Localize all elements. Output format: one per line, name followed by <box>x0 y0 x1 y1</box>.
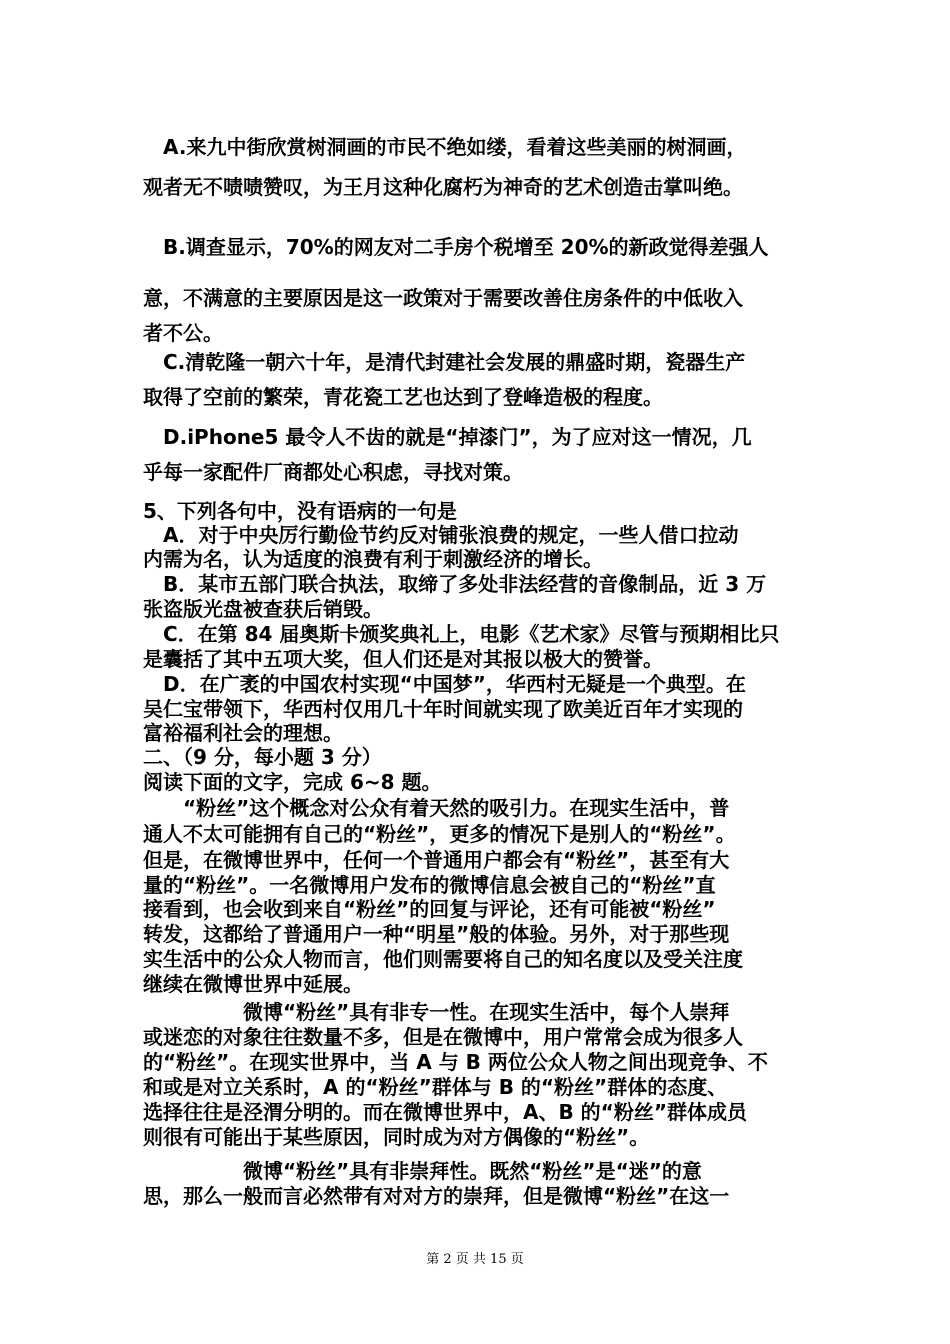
text-line: 取得了空前的繁荣，青花瓷工艺也达到了登峰造极的程度。 <box>143 385 663 409</box>
text-line: 张盗版光盘被查获后销毁。 <box>143 597 383 621</box>
text-line: 接看到，也会收到来自“粉丝”的回复与评论，还有可能被“粉丝” <box>143 897 716 921</box>
text-line: 内需为名，认为适度的浪费有利于刺激经济的增长。 <box>143 547 603 571</box>
text-line: 继续在微博世界中延展。 <box>143 972 363 996</box>
text-line: 意，不满意的主要原因是这一政策对于需要改善住房条件的中低收入 <box>143 286 743 310</box>
text-line: 但是，在微博世界中，任何一个普通用户都会有“粉丝”，甚至有大 <box>143 848 730 872</box>
text-line: A．对于中央厉行勤俭节约反对铺张浪费的规定，一些人借口拉动 <box>143 523 739 547</box>
text-line: 通人不太可能拥有自己的“粉丝”，更多的情况下是别人的“粉丝”。 <box>143 822 736 846</box>
text-line: 思，那么一般而言必然带有对对方的崇拜，但是微博“粉丝”在这一 <box>143 1184 730 1208</box>
text-line: 量的“粉丝”。一名微博用户发布的微博信息会被自己的“粉丝”直 <box>143 873 716 897</box>
text-line: 实生活中的公众人物而言，他们则需要将自己的知名度以及受关注度 <box>143 947 743 971</box>
text-line: 选择往往是泾渭分明的。而在微博世界中，A、B 的“粉丝”群体成员 <box>143 1100 747 1124</box>
text-line: 和或是对立关系时，A 的“粉丝”群体与 B 的“粉丝”群体的态度、 <box>143 1075 728 1099</box>
text-line: A.来九中街欣赏树洞画的市民不绝如缕，看着这些美丽的树洞画， <box>143 135 747 159</box>
text-line: 富裕福利社会的理想。 <box>143 721 343 745</box>
text-line: 观者无不啧啧赞叹，为王月这种化腐朽为神奇的艺术创造击掌叫绝。 <box>143 175 743 199</box>
text-line: C.清乾隆一朝六十年，是清代封建社会发展的鼎盛时期，瓷器生产 <box>143 350 746 374</box>
text-line: C．在第 84 届奥斯卡颁奖典礼上，电影《艺术家》尽管与预期相比只 <box>143 622 780 646</box>
text-line: “粉丝”这个概念对公众有着天然的吸引力。在现实生活中，普 <box>143 796 730 820</box>
text-line: B.调查显示，70%的网友对二手房个税增至 20%的新政觉得差强人 <box>143 235 769 259</box>
text-line: 微博“粉丝”具有非崇拜性。既然“粉丝”是“迷”的意 <box>143 1159 702 1183</box>
text-line: 乎每一家配件厂商都处心积虑，寻找对策。 <box>143 460 523 484</box>
text-line: 则很有可能出于某些原因，同时成为对方偶像的“粉丝”。 <box>143 1125 650 1149</box>
text-line: D．在广袤的中国农村实现“中国梦”，华西村无疑是一个典型。在 <box>143 672 746 696</box>
text-line: 的“粉丝”。在现实世界中，当 A 与 B 两位公众人物之间出现竞争、不 <box>143 1050 768 1074</box>
text-line: 转发，这都给了普通用户一种“明星”般的体验。另外，对于那些现 <box>143 922 730 946</box>
section-heading: 二、（9 分，每小题 3 分） <box>143 745 382 769</box>
text-line: 或迷恋的对象往往数量不多，但是在微博中，用户常常会成为很多人 <box>143 1025 743 1049</box>
text-line: 是囊括了其中五项大奖，但人们还是对其报以极大的赞誉。 <box>143 647 663 671</box>
text-line: 微博“粉丝”具有非专一性。在现实生活中，每个人崇拜 <box>143 1000 730 1024</box>
page-number-footer: 第 2 页 共 15 页 <box>426 1252 524 1267</box>
text-line: D.iPhone5 最令人不齿的就是“掉漆门”，为了应对这一情况，几 <box>143 425 752 449</box>
text-line: 吴仁宝带领下，华西村仅用几十年时间就实现了欧美近百年才实现的 <box>143 697 743 721</box>
text-line: 阅读下面的文字，完成 6~8 题。 <box>143 770 442 794</box>
text-line: B．某市五部门联合执法，取缔了多处非法经营的音像制品，近 3 万 <box>143 572 767 596</box>
question-title: 5、下列各句中，没有语病的一句是 <box>143 499 457 523</box>
text-line: 者不公。 <box>143 321 223 345</box>
